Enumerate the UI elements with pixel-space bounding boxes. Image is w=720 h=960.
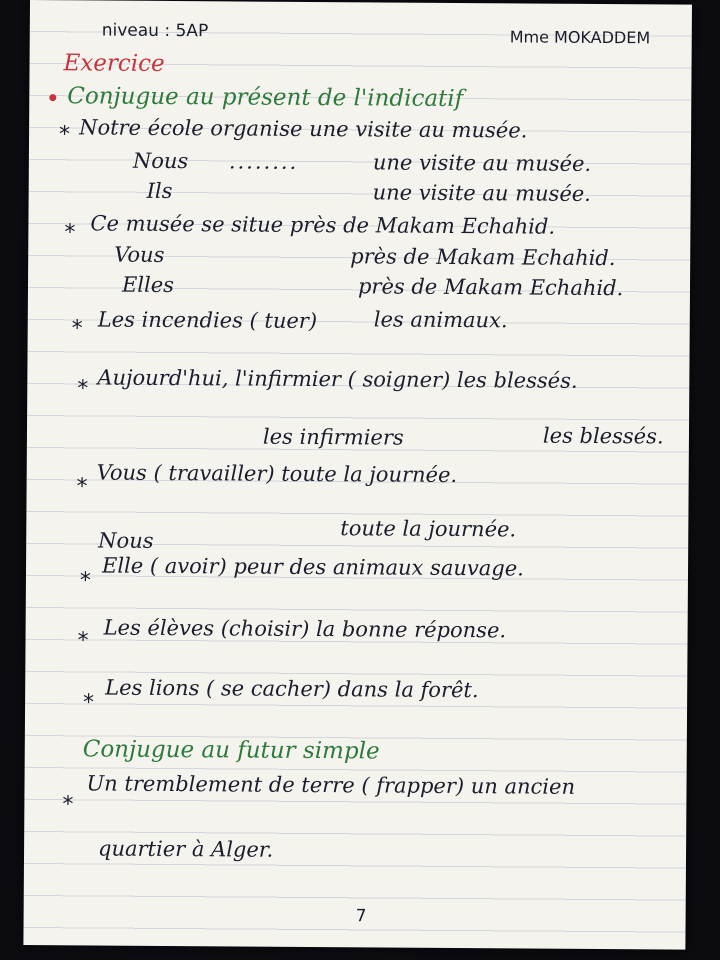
- page-number: 7: [355, 906, 367, 927]
- answer-line-1: une visite au musée.: [372, 150, 592, 176]
- sentence-8: Les lions ( se cacher) dans la forêt.: [105, 675, 479, 703]
- notebook-page: [23, 0, 692, 950]
- exercise-title: Exercice: [63, 50, 165, 77]
- sentence-5: Vous ( travailler) toute la journée.: [96, 460, 458, 487]
- sentence-7: Les élèves (choisir) la bonne réponse.: [103, 615, 507, 643]
- asterisk-icon: *: [58, 122, 71, 148]
- subject-nous-1: Nous: [132, 148, 189, 174]
- sentence-3-end: les animaux.: [373, 307, 508, 333]
- answer-line-5: les blessés.: [542, 423, 664, 449]
- sentence-3-start: Les incendies ( tuer): [97, 307, 318, 334]
- sentence-4: Aujourd'hui, l'infirmier ( soigner) les blessés.: [97, 365, 578, 393]
- asterisk-icon: *: [71, 316, 83, 342]
- answer-line-2: une visite au musée.: [372, 180, 591, 206]
- instruction-future: Conjugue au futur simple: [82, 736, 380, 765]
- asterisk-icon: *: [76, 474, 88, 500]
- asterisk-icon: *: [79, 568, 92, 594]
- subject-elles: Elles: [121, 272, 175, 298]
- asterisk-icon: *: [62, 792, 74, 818]
- level-label: niveau : 5AP: [101, 20, 209, 42]
- asterisk-icon: *: [77, 376, 89, 402]
- asterisk-icon: *: [83, 690, 95, 716]
- sentence-9-line2: quartier à Alger.: [97, 836, 274, 862]
- blank-line: ........: [228, 149, 299, 174]
- subject-les-infirmiers: les infirmiers: [262, 424, 404, 450]
- sentence-2: Ce musée se situe près de Makam Echahid.: [90, 211, 556, 239]
- subject-vous-1: Vous: [114, 242, 165, 267]
- asterisk-icon: *: [77, 628, 89, 654]
- instruction-present: Conjugue au présent de l'indicatif: [67, 83, 464, 113]
- answer-line-3: près de Makam Echahid.: [350, 244, 616, 271]
- teacher-name: Mme MOKADDEM: [509, 27, 651, 48]
- subject-ils: Ils: [146, 178, 173, 203]
- subject-nous-2: Nous: [98, 528, 154, 553]
- sentence-1: Notre école organise une visite au musée.: [79, 115, 528, 143]
- answer-line-4: près de Makam Echahid.: [357, 274, 624, 301]
- sentence-9-line1: Un tremblement de terre ( frapper) un ancien: [86, 771, 576, 799]
- answer-line-6: toute la journée.: [340, 516, 517, 542]
- sentence-6: Elle ( avoir) peur des animaux sauvage.: [101, 553, 524, 581]
- bullet-dot-icon: [49, 94, 56, 101]
- asterisk-icon: *: [64, 220, 76, 246]
